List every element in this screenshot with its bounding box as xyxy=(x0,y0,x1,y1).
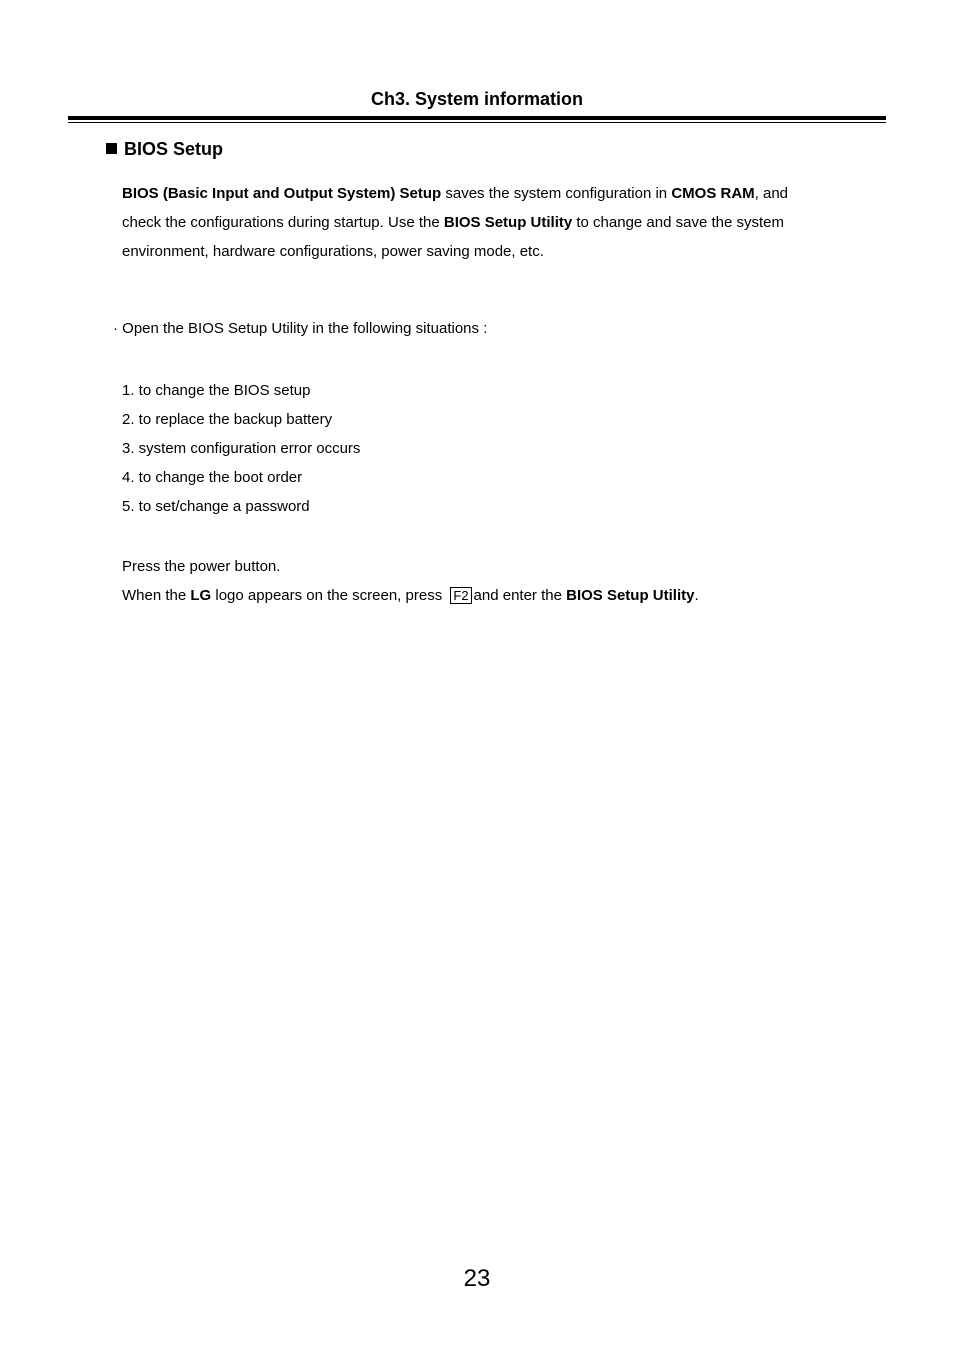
intro-text-2: , and xyxy=(754,185,789,202)
intro-line-2 xyxy=(122,208,842,237)
list-item: 1. to change the BIOS setup xyxy=(122,382,311,399)
intro-text-3: check the configurations during startup. Use the xyxy=(122,214,444,231)
section-title-text: BIOS Setup xyxy=(124,139,224,159)
list-item: 5. to set/change a password xyxy=(122,498,310,515)
situation-list xyxy=(122,376,360,521)
section-title xyxy=(106,138,223,160)
press-power-instruction: Press the power button. xyxy=(122,558,281,575)
lg-term: LG xyxy=(190,587,212,604)
enter-text: and enter the xyxy=(473,587,567,604)
list-item: 4. to change the boot order xyxy=(122,469,303,486)
square-bullet-icon xyxy=(106,143,117,154)
header-rule-thick xyxy=(68,116,886,120)
list-item: 2. to replace the backup battery xyxy=(122,411,333,428)
cmos-term: CMOS RAM xyxy=(671,185,755,202)
f2-instruction xyxy=(122,585,699,607)
logo-text: logo appears on the screen, press xyxy=(211,587,447,604)
chapter-header: Ch3. System information xyxy=(370,89,584,109)
page-number: 23 xyxy=(463,1265,491,1292)
when-text: When the xyxy=(122,587,191,604)
intro-line-1 xyxy=(122,179,842,208)
bios-term: BIOS (Basic Input and Output System) Setup xyxy=(122,185,442,202)
intro-paragraph xyxy=(122,179,842,266)
intro-text-4: to change and save the system xyxy=(572,214,784,231)
utility-term-2: BIOS Setup Utility xyxy=(566,587,695,604)
list-item: 3. system configuration error occurs xyxy=(122,440,361,457)
f2-key-icon: F2 xyxy=(450,587,471,604)
utility-term: BIOS Setup Utility xyxy=(443,214,573,231)
intro-line-3: environment, hardware configurations, power saving mode, etc. xyxy=(122,243,544,260)
intro-text-1: saves the system configuration in xyxy=(441,185,672,202)
header-rule-thin xyxy=(68,122,886,123)
period-text: . xyxy=(694,587,699,604)
situations-label: · Open the BIOS Setup Utility in the following situations : xyxy=(113,320,488,337)
